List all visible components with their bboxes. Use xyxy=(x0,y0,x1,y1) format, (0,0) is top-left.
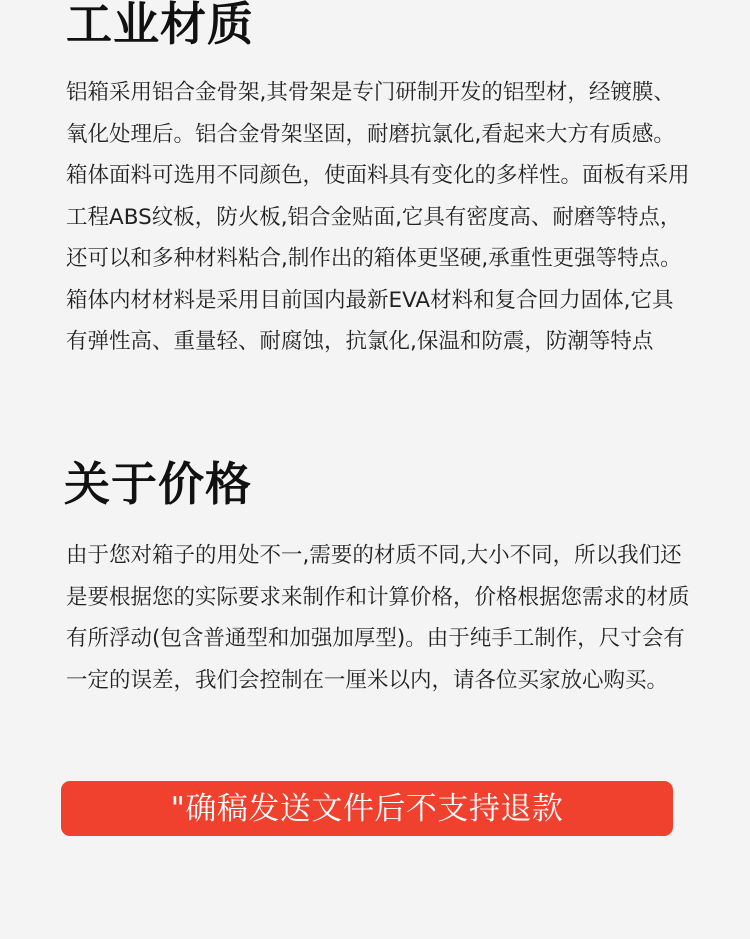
pricing-description: 由于您对箱子的用处不一,需要的材质不同,大小不同，所以我们还是要根据您的实际要求来制作和计算价格，价格根据您需求的材质有所浮动(包含普通型和加强加厚型)。由于纯手工制作，尺寸会有一定的误差，我们会控制在一厘米以内，请各位买家放心购买。 xyxy=(66,543,690,693)
materials-heading: 工业材质 xyxy=(66,0,254,51)
no-refund-notice-text: "确稿发送文件后不支持退款 xyxy=(170,790,564,827)
no-refund-notice-banner xyxy=(61,781,673,836)
pricing-heading: 关于价格 xyxy=(64,457,252,511)
materials-description: 铝箱采用铝合金骨架,其骨架是专门研制开发的铝型材，经镀膜、氧化处理后。铝合金骨架坚固，耐磨抗氯化,看起来大方有质感。箱体面料可选用不同颜色，使面料具有变化的多样性。面板有采用工程ABS纹板，防火板,铝合金贴面,它具有密度高、耐磨等特点，还可以和多种材料粘合,制作出的箱体更坚硬,承重性更强等特点。箱体内材材料是采用目前国内最新EVA材料和复合回力固体,它具有弹性高、重量轻、耐腐蚀，抗氯化,保温和防震，防潮等特点 xyxy=(66,80,690,354)
